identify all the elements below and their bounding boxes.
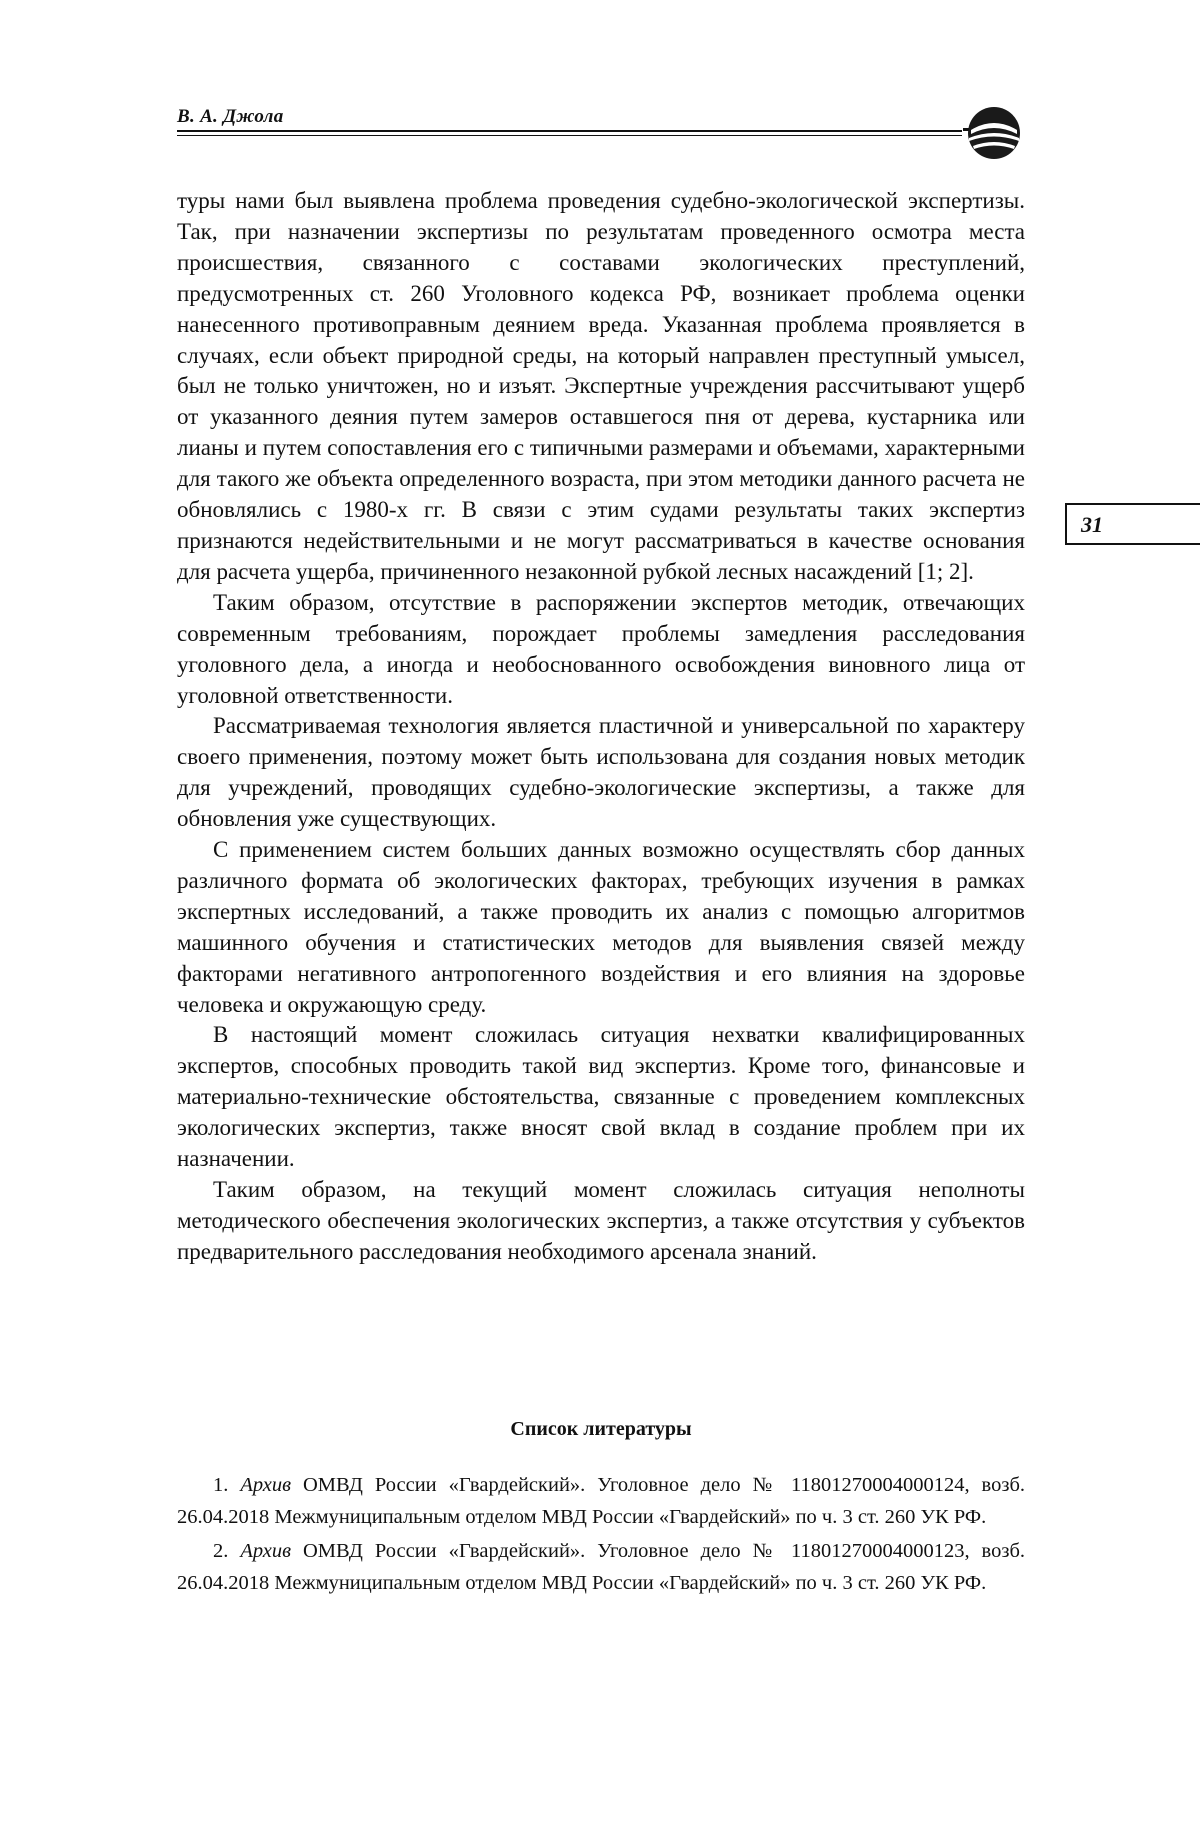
page-number: 31: [1081, 512, 1103, 537]
paragraph: В настоящий момент сложилась ситуация нехватки квалифицированных экспертов, способных проводить такой вид экспертиз. Кроме того, финансовые и материально-технические обстоятельства, связанные с проведением комплексных экологических экспертиз, также вносят свой вклад в создание проблем при их назначении.: [177, 1022, 1025, 1172]
reference-italic: Архив: [240, 1474, 291, 1496]
paragraph: туры нами был выявлена проблема проведения судебно-экологической экспертизы. Так, при назначении экспертизы по результатам проведенного осмотра места происшествия, связанного с составами экологических преступлений, предусмотренных ст. 260 Уголовного кодекса РФ, возникает проблема оценки нанесенного противоправным деянием вреда. Указанная проблема проявляется в случаях, если объект природной среды, на который направлен преступный умысел, был не только уничтожен, но и изъят. Экспертные учреждения рассчитывают ущерб от указанного деяния путем замеров оставшегося пня от дерева, кустарника или лианы и путем сопоставления его с типичными размерами и объемами, характерными для такого же объекта определенного возраста, при этом методики данного расчета не обновлялись с 1980-х гг. В связи с этим судами результаты таких экспертиз признаются недействительными и не могут рассматриваться в качестве основания для расчета ущерба, причиненного незаконной рубкой лесных насаждений [1; 2].: [177, 188, 1025, 584]
article-body: [177, 186, 1025, 1268]
header-rule: [177, 130, 962, 132]
references-title: Список литературы: [510, 1418, 692, 1440]
reference-item: [177, 1470, 1025, 1533]
paragraph: Рассматриваемая технология является пластичной и универсальной по характеру своего применения, поэтому может быть использована для создания новых методик для учреждений, проводящих судебно-экологические экспертизы, а также для обновления уже существующих.: [177, 713, 1025, 832]
paragraph: С применением систем больших данных возможно осуществлять сбор данных различного формата об экологических факторах, требующих изучения в рамках экспертных исследований, а также проводить их анализ с помощью алгоритмов машинного обучения и статистических методов для выявления связей между факторами негативного антропогенного воздействия и его влияния на здоровье человека и окружающую среду.: [177, 837, 1025, 1017]
reference-italic: Архив: [240, 1540, 291, 1562]
journal-logo-icon: [963, 102, 1025, 164]
reference-item: [177, 1536, 1025, 1599]
reference-number: 1.: [213, 1474, 229, 1496]
reference-text: ОМВД России «Гвардейский». Уголовное дело № 11801270004000123, возб. 26.04.2018 Межмуниципальным отделом МВД России «Гвардейский» по ч. 3 ст. 260 УК РФ.: [177, 1540, 1026, 1594]
paragraph: Таким образом, отсутствие в распоряжении экспертов методик, отвечающих современным требованиям, порождает проблемы замедления расследования уголовного дела, а иногда и необоснованного освобождения виновного лица от уголовной ответственности.: [177, 589, 1025, 708]
running-header-author: В. А. Джола: [177, 106, 284, 127]
reference-number: 2.: [213, 1540, 229, 1562]
paragraph: Таким образом, на текущий момент сложилась ситуация неполноты методического обеспечения экологических экспертиз, а также отсутствия у субъектов предварительного расследования необходимого арсенала знаний.: [177, 1177, 1025, 1264]
references-list: [177, 1470, 1025, 1602]
page-number-box: [1065, 503, 1200, 545]
reference-text: ОМВД России «Гвардейский». Уголовное дело № 11801270004000124, возб. 26.04.2018 Межмуниципальным отделом МВД России «Гвардейский» по ч. 3 ст. 260 УК РФ.: [177, 1474, 1026, 1528]
header-rule-thin: [177, 135, 962, 136]
